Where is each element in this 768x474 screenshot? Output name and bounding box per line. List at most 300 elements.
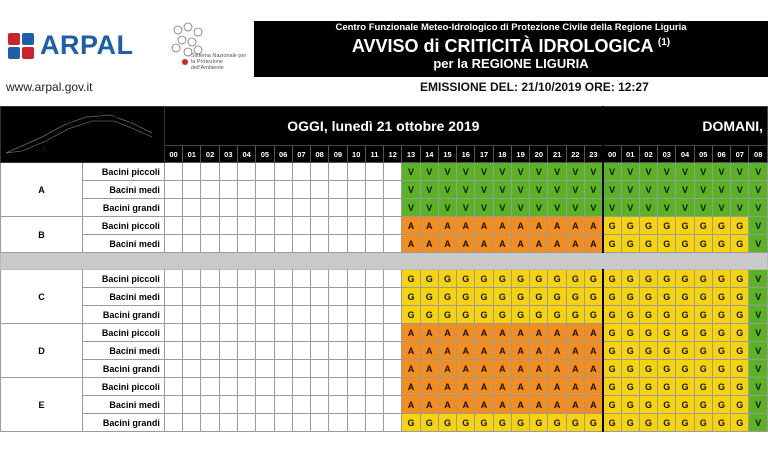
empty-cell [311,378,329,396]
criticality-cell: V [548,199,566,217]
logo-text: ARPAL [40,30,134,60]
hour-label: 08 [311,146,329,163]
empty-cell [237,163,255,181]
criticality-cell: A [475,324,493,342]
criticality-cell: G [658,217,676,235]
criticality-cell: G [658,360,676,378]
criticality-cell: G [639,414,657,432]
criticality-cell: V [493,181,511,199]
criticality-cell: V [621,163,639,181]
criticality-cell: G [676,414,694,432]
criticality-table [0,106,768,432]
criticality-cell: G [676,360,694,378]
empty-cell [292,414,310,432]
empty-cell [311,324,329,342]
day-header-row [1,107,768,146]
empty-cell [164,288,182,306]
hour-label: 19 [511,146,529,163]
criticality-cell: A [438,217,456,235]
empty-cell [256,235,274,253]
criticality-cell: V [603,163,621,181]
region-map[interactable] [1,107,165,163]
empty-cell [201,163,219,181]
empty-cell [347,163,365,181]
empty-cell [384,360,402,378]
criticality-cell: G [712,414,730,432]
criticality-cell: A [420,342,438,360]
criticality-cell: A [585,378,603,396]
hour-label: 20 [530,146,548,163]
empty-cell [311,288,329,306]
empty-cell [311,270,329,288]
criticality-cell: G [621,342,639,360]
criticality-cell: G [658,235,676,253]
criticality-cell: G [603,414,621,432]
empty-cell [292,163,310,181]
basin-label: Bacini medi [82,181,164,199]
arpal-logo[interactable] [8,30,134,61]
empty-cell [256,270,274,288]
empty-cell [365,324,383,342]
criticality-cell: G [658,396,676,414]
criticality-cell: A [585,324,603,342]
criticality-cell: G [420,414,438,432]
criticality-cell: A [530,235,548,253]
criticality-cell: A [402,342,420,360]
emission-date: EMISSIONE DEL: 21/10/2019 ORE: 12:27 [420,80,649,94]
empty-cell [292,306,310,324]
criticality-cell: G [566,306,584,324]
criticality-cell: G [639,360,657,378]
empty-cell [164,163,182,181]
empty-cell [311,181,329,199]
table-row [1,324,768,342]
criticality-cell: G [676,378,694,396]
map-label-d: D [67,119,73,128]
empty-cell [347,306,365,324]
empty-cell [274,288,292,306]
criticality-cell: V [749,342,768,360]
empty-cell [237,378,255,396]
table-row [1,360,768,378]
criticality-cell: G [420,270,438,288]
criticality-cell: G [731,270,749,288]
criticality-cell: G [676,270,694,288]
hour-label: 03 [658,146,676,163]
criticality-cell: G [585,270,603,288]
criticality-cell: A [493,235,511,253]
document-header [0,0,768,106]
criticality-cell: V [658,163,676,181]
empty-cell [365,306,383,324]
basin-label: Bacini grandi [82,199,164,217]
criticality-cell: G [712,217,730,235]
empty-cell [274,306,292,324]
criticality-cell: V [749,217,768,235]
criticality-cell: V [585,163,603,181]
empty-cell [237,288,255,306]
empty-cell [292,396,310,414]
criticality-cell: V [438,199,456,217]
basin-label: Bacini piccoli [82,217,164,235]
basin-label: Bacini medi [82,235,164,253]
criticality-cell: G [566,414,584,432]
criticality-cell: A [420,396,438,414]
hour-label: 22 [566,146,584,163]
criticality-cell: A [548,378,566,396]
empty-cell [365,235,383,253]
hour-label: 04 [676,146,694,163]
criticality-cell: V [457,181,475,199]
criticality-cell: G [603,288,621,306]
criticality-cell: G [731,288,749,306]
criticality-cell: G [603,217,621,235]
empty-cell [237,217,255,235]
criticality-cell: V [511,181,529,199]
empty-cell [292,217,310,235]
empty-cell [292,360,310,378]
criticality-cell: V [712,163,730,181]
empty-cell [329,199,347,217]
criticality-cell: V [402,181,420,199]
criticality-cell: V [603,181,621,199]
empty-cell [329,181,347,199]
empty-cell [219,306,237,324]
criticality-cell: G [658,288,676,306]
table-row [1,163,768,181]
empty-cell [347,270,365,288]
criticality-cell: G [603,324,621,342]
criticality-cell: V [475,181,493,199]
empty-cell [329,306,347,324]
criticality-cell: G [548,270,566,288]
hour-label: 09 [329,146,347,163]
criticality-cell: A [566,396,584,414]
criticality-cell: G [676,235,694,253]
empty-cell [274,163,292,181]
empty-cell [292,199,310,217]
empty-cell [164,342,182,360]
criticality-cell: G [731,360,749,378]
empty-cell [365,396,383,414]
criticality-cell: A [566,235,584,253]
empty-cell [329,163,347,181]
criticality-cell: G [621,288,639,306]
criticality-cell: G [511,270,529,288]
criticality-cell: G [694,360,712,378]
criticality-cell: A [457,360,475,378]
criticality-cell: V [694,199,712,217]
criticality-cell: V [658,181,676,199]
zone-label-c: C [1,270,83,324]
criticality-cell: G [712,306,730,324]
criticality-cell: V [639,199,657,217]
empty-cell [219,414,237,432]
empty-cell [237,199,255,217]
criticality-cell: G [712,360,730,378]
criticality-cell: G [511,306,529,324]
empty-cell [201,306,219,324]
criticality-cell: G [731,324,749,342]
criticality-cell: V [676,163,694,181]
empty-cell [256,288,274,306]
empty-cell [347,378,365,396]
criticality-cell: A [457,324,475,342]
empty-cell [347,288,365,306]
criticality-cell: A [420,217,438,235]
criticality-cell: G [639,378,657,396]
criticality-cell: G [621,270,639,288]
criticality-cell: G [438,270,456,288]
website-link[interactable]: www.arpal.gov.it [6,80,93,94]
empty-cell [384,199,402,217]
criticality-cell: G [511,288,529,306]
criticality-cell: A [402,378,420,396]
empty-cell [292,270,310,288]
empty-cell [292,378,310,396]
hour-label: 00 [164,146,182,163]
hour-label: 02 [639,146,657,163]
criticality-cell: A [475,217,493,235]
empty-cell [347,396,365,414]
empty-cell [219,163,237,181]
basin-label: Bacini medi [82,396,164,414]
empty-cell [237,324,255,342]
empty-cell [201,324,219,342]
criticality-cell: G [402,270,420,288]
criticality-cell: A [548,342,566,360]
criticality-cell: A [511,324,529,342]
criticality-cell: V [457,199,475,217]
criticality-cell: V [475,163,493,181]
criticality-cell: G [530,288,548,306]
criticality-cell: A [402,235,420,253]
title-note: (1) [657,37,671,48]
criticality-cell: G [420,288,438,306]
criticality-cell: A [457,378,475,396]
document-title: AVVISO di CRITICITÀ IDROLOGICA $^{(1)}$ [351,36,671,56]
empty-cell [274,235,292,253]
map-label-c: C [129,119,135,128]
criticality-cell: V [475,199,493,217]
empty-cell [384,163,402,181]
empty-cell [256,414,274,432]
empty-cell [347,199,365,217]
empty-cell [237,414,255,432]
criticality-cell: G [402,306,420,324]
empty-cell [164,181,182,199]
basin-label: Bacini grandi [82,360,164,378]
criticality-cell: V [639,163,657,181]
basin-label: Bacini piccoli [82,163,164,181]
empty-cell [183,414,201,432]
empty-cell [365,414,383,432]
table-row [1,235,768,253]
criticality-cell: A [566,342,584,360]
criticality-cell: A [420,235,438,253]
empty-cell [347,181,365,199]
empty-cell [365,199,383,217]
criticality-cell: G [694,324,712,342]
table-row [1,306,768,324]
criticality-cell: V [749,396,768,414]
hour-label: 05 [694,146,712,163]
empty-cell [219,324,237,342]
empty-cell [292,288,310,306]
empty-cell [365,270,383,288]
zone-label-b: B [1,217,83,253]
empty-cell [237,306,255,324]
criticality-cell: A [530,360,548,378]
empty-cell [201,235,219,253]
criticality-cell: G [731,217,749,235]
criticality-cell: V [438,163,456,181]
empty-cell [237,270,255,288]
empty-cell [365,181,383,199]
empty-cell [384,342,402,360]
empty-cell [256,306,274,324]
empty-cell [183,306,201,324]
criticality-cell: G [566,288,584,306]
criticality-cell: V [420,163,438,181]
empty-cell [164,414,182,432]
criticality-cell: A [511,342,529,360]
criticality-cell: G [621,396,639,414]
criticality-cell: G [676,306,694,324]
empty-cell [237,342,255,360]
empty-cell [201,378,219,396]
criticality-cell: A [511,217,529,235]
criticality-cell: A [420,378,438,396]
criticality-cell: G [694,414,712,432]
criticality-cell: G [712,378,730,396]
criticality-cell: A [585,396,603,414]
criticality-cell: G [420,306,438,324]
criticality-cell: G [731,396,749,414]
criticality-cell: G [603,360,621,378]
empty-cell [201,360,219,378]
criticality-cell: G [639,396,657,414]
empty-cell [274,199,292,217]
criticality-cell: G [621,235,639,253]
empty-cell [219,378,237,396]
hour-label: 05 [256,146,274,163]
empty-cell [219,396,237,414]
hour-label: 11 [365,146,383,163]
criticality-cell: V [457,163,475,181]
criticality-cell: G [457,288,475,306]
hour-label: 02 [201,146,219,163]
criticality-cell: V [493,163,511,181]
criticality-cell: V [420,199,438,217]
criticality-cell: G [548,306,566,324]
empty-cell [347,360,365,378]
empty-cell [347,324,365,342]
empty-cell [329,217,347,235]
empty-cell [311,396,329,414]
criticality-cell: A [402,324,420,342]
criticality-cell: A [530,396,548,414]
criticality-cell: V [548,181,566,199]
criticality-cell: V [731,199,749,217]
criticality-cell: A [457,235,475,253]
hour-label: 16 [457,146,475,163]
criticality-cell: A [438,378,456,396]
empty-cell [274,217,292,235]
criticality-cell: V [402,199,420,217]
empty-cell [384,414,402,432]
criticality-cell: V [731,163,749,181]
liguria-map-icon [2,107,162,159]
criticality-cell: A [402,396,420,414]
table-row [1,181,768,199]
criticality-cell: G [712,324,730,342]
criticality-cell: G [548,414,566,432]
empty-cell [256,199,274,217]
criticality-cell: V [749,414,768,432]
empty-cell [237,235,255,253]
criticality-cell: V [621,181,639,199]
criticality-cell: V [749,324,768,342]
criticality-cell: A [585,342,603,360]
criticality-cell: G [585,306,603,324]
criticality-cell: A [420,360,438,378]
table-row [1,288,768,306]
basin-label: Bacini piccoli [82,270,164,288]
criticality-cell: A [548,396,566,414]
criticality-cell: A [548,217,566,235]
criticality-cell: A [457,217,475,235]
criticality-cell: V [639,181,657,199]
basin-label: Bacini piccoli [82,324,164,342]
empty-cell [365,342,383,360]
empty-cell [201,217,219,235]
empty-cell [164,324,182,342]
criticality-cell: A [475,378,493,396]
empty-cell [183,235,201,253]
empty-cell [384,396,402,414]
empty-cell [219,181,237,199]
empty-cell [164,199,182,217]
hour-label: 14 [420,146,438,163]
criticality-cell: G [676,396,694,414]
empty-cell [329,414,347,432]
empty-cell [183,360,201,378]
empty-cell [274,181,292,199]
empty-cell [219,288,237,306]
basin-label: Bacini piccoli [82,378,164,396]
criticality-cell: A [493,360,511,378]
criticality-cell: V [585,181,603,199]
empty-cell [164,396,182,414]
criticality-cell: G [621,306,639,324]
empty-cell [183,378,201,396]
empty-cell [237,396,255,414]
criticality-cell: G [603,396,621,414]
organization-name: Centro Funzionale Meteo-Idrologico di Protezione Civile della Regione Liguria [335,22,687,33]
criticality-cell: G [658,306,676,324]
criticality-cell: V [749,270,768,288]
hour-label: 03 [219,146,237,163]
criticality-cell: G [603,342,621,360]
network-caption: Sistema Nazionale per la Protezione dell'Ambiente [191,53,247,71]
empty-cell [164,270,182,288]
empty-cell [274,270,292,288]
criticality-cell: A [493,217,511,235]
criticality-cell: V [712,181,730,199]
criticality-cell: V [676,199,694,217]
criticality-cell: G [621,414,639,432]
